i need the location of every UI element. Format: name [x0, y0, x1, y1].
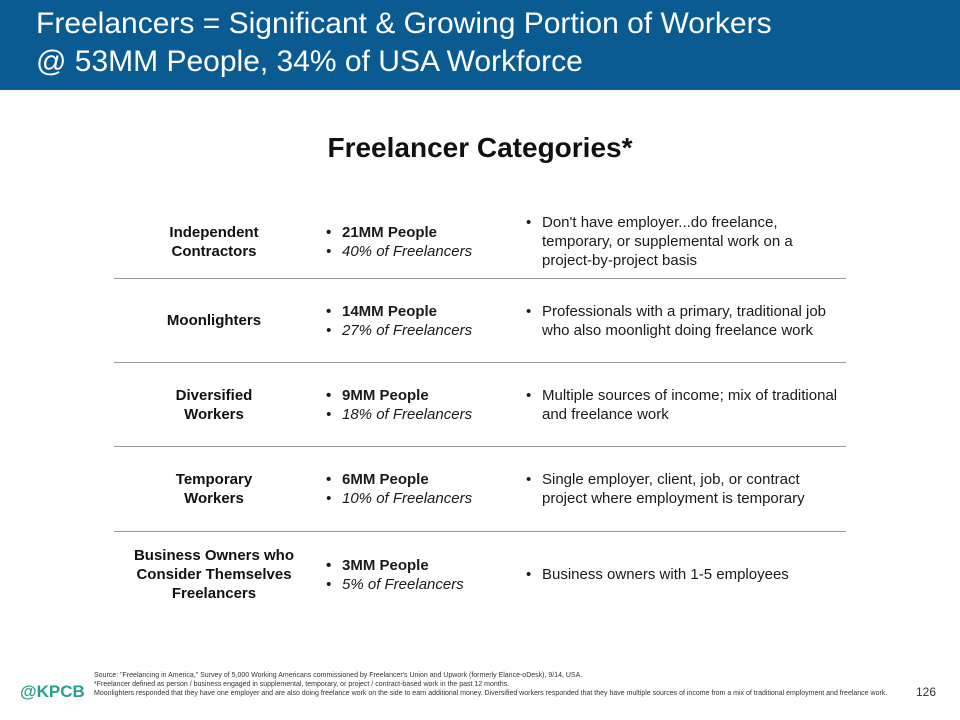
title-banner: [0, 0, 960, 90]
description-text: • Single employer, client, job, or contract project where employment is temporary: [524, 470, 838, 508]
category-description: [524, 213, 846, 270]
description-text: • Don't have employer...do freelance, temporary, or supplemental work on a project-by-project basis: [524, 213, 838, 270]
table-row: [114, 363, 846, 447]
kpcb-logo: @KPCB: [20, 682, 85, 701]
category-name-line: Moonlighters: [166, 312, 262, 329]
category-name-line: Freelancers: [171, 585, 257, 602]
category-name-line: Consider Themselves: [136, 566, 292, 583]
people-count: • 9MM People: [324, 386, 524, 405]
table-row: [114, 205, 846, 279]
category-stats: [314, 470, 524, 508]
freelancer-share: • 10% of Freelancers: [324, 489, 524, 508]
slide-title-line-1: Freelancers = Significant & Growing Portion of Workers: [36, 7, 772, 40]
category-stats: [314, 302, 524, 340]
category-description: [524, 470, 846, 508]
freelancer-share: • 18% of Freelancers: [324, 405, 524, 424]
description-text: • Professionals with a primary, traditional job who also moonlight doing freelance work: [524, 302, 838, 340]
category-description: [524, 386, 846, 424]
people-count: • 14MM People: [324, 302, 524, 321]
description-text: • Multiple sources of income; mix of traditional and freelance work: [524, 386, 838, 424]
people-count: • 3MM People: [324, 556, 524, 575]
methodology-note: Moonlighters responded that they have one employer and are also doing freelance work on the side to earn additional money. Diversified workers responded that they have multiple sources of income from a mix of traditional employment and freelance work.: [94, 690, 888, 697]
description-text: • Business owners with 1-5 employees: [524, 565, 838, 584]
freelancer-share: • 5% of Freelancers: [324, 575, 524, 594]
category-name-line: Temporary: [175, 471, 253, 488]
category-description: [524, 302, 846, 340]
category-name: [114, 311, 314, 330]
freelancer-share: • 27% of Freelancers: [324, 321, 524, 340]
category-name-line: Workers: [184, 490, 244, 507]
section-title: Freelancer Categories*: [327, 132, 633, 163]
category-name-line: Independent: [169, 223, 259, 241]
category-name-line: Diversified: [175, 386, 253, 404]
category-stats: [314, 556, 524, 594]
category-name: [114, 546, 314, 603]
category-name-line: Contractors: [171, 242, 257, 260]
category-name-line: Workers: [184, 405, 244, 423]
category-stats: [314, 386, 524, 424]
footnotes: [94, 671, 924, 698]
freelancer-categories-table: [114, 205, 846, 617]
category-description: [524, 565, 846, 584]
category-name: [114, 470, 314, 508]
people-count: • 21MM People: [324, 223, 524, 242]
category-name: [114, 223, 314, 261]
slide-title-line-2: @ 53MM People, 34% of USA Workforce: [36, 45, 583, 78]
source-note: Source: "Freelancing in America," Survey of 5,000 Working Americans commissioned by Freelancer's Union and Upwork (formerly Elance-oDesk), 9/14, USA.: [94, 672, 583, 679]
page-number: 126: [916, 685, 937, 699]
definition-note: *Freelancer defined as person / business engaged in supplemental, temporary, or project / contract-based work in the past 12 months.: [94, 681, 510, 688]
category-stats: [314, 223, 524, 261]
table-row: [114, 279, 846, 363]
people-count: • 6MM People: [324, 470, 524, 489]
table-row: [114, 447, 846, 532]
category-name: [114, 386, 314, 424]
table-row: [114, 532, 846, 617]
freelancer-share: • 40% of Freelancers: [324, 242, 524, 261]
category-name-line: Business Owners who: [133, 547, 295, 564]
